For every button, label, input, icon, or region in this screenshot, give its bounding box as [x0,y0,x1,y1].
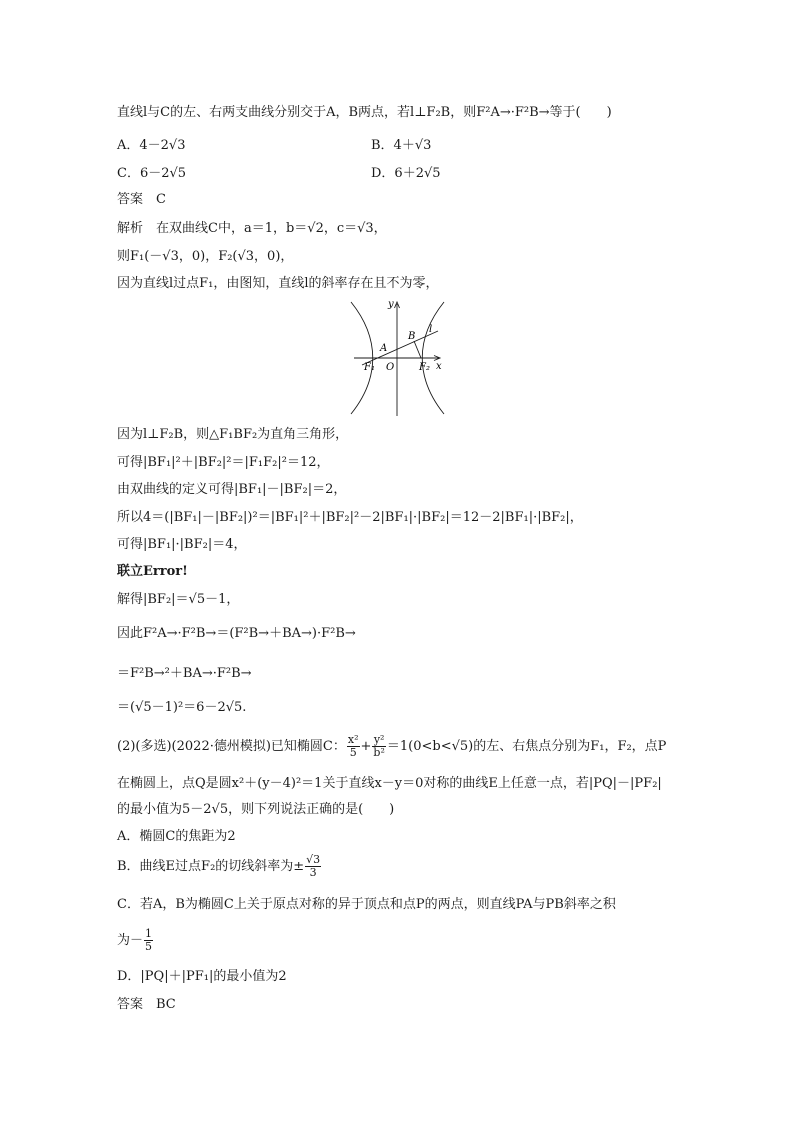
label-y: y [388,299,394,310]
label-b: B [408,331,416,342]
solution-line-11: 因此F²A→·F²B→＝(F²B→＋BA→)·F²B→ [117,626,356,641]
frac-den: 5 [145,940,153,953]
solution-line-13: ＝(√5－1)²＝6－2√5. [117,700,247,715]
frac-num: x² [347,733,359,746]
fraction-1-5 [144,928,153,953]
solution-line-8: 可得|BF₁|·|BF₂|＝4， [117,537,247,552]
label-f2: F₂ [419,362,430,373]
fraction-x2-5 [347,734,360,759]
option-a: A．4－2√3 [117,138,186,153]
solution-line-6: 由双曲线的定义可得|BF₁|－|BF₂|＝2， [117,482,347,497]
option-b: B．4＋√3 [371,138,432,153]
label-l: l [429,324,433,335]
problem-2-line-1: (2)(多选)(2022·德州模拟)已知椭圆C： $\frac{\text{x²}}{5}$ + $\frac{\text{y²}}{\text{b²}}$ ＝1(0<b<√5)的左、右焦点分别为F₁，F₂，点P [117,733,667,759]
solution-line-3: 因为直线l过点F₁，由图知，直线l的斜率存在且不为零， [117,276,439,291]
answer-1: 答案 C [117,192,166,207]
frac-num: √3 [306,853,321,866]
solution-line-10: 解得|BF₂|＝√5－1， [117,592,240,607]
problem-2-line-3: 的最小值为5－2√5，则下列说法正确的是( ) [117,802,395,817]
frac-num: y² [373,733,385,746]
hyperbola-figure [348,298,448,416]
solution-line-12: ＝F²B→²＋BA→·F²B→ [117,666,252,681]
option-c: C．6－2√5 [117,166,187,181]
answer-2: 答案 BC [117,997,176,1012]
problem-2-suffix: ＝1(0<b<√5)的左、右焦点分别为F₁，F₂，点P [386,739,667,754]
option-2-b [117,852,322,882]
option-2-c-line-1: C．若A，B为椭圆C上关于原点对称的异于顶点和点P的两点，则直线PA与PB斜率之积 [117,897,616,912]
option-d: D．6＋2√5 [371,166,441,181]
option-2-c-line-2 [117,926,154,956]
option-2-b-text: B．曲线E过点F₂的切线斜率为± [117,859,305,874]
label-a: A [380,343,388,354]
frac-num: 1 [145,927,153,940]
problem-line-1: 直线l与C的左、右两支曲线分别交于A，B两点，若l⊥F₂B，则F²A→·F²B→等于( ) [117,105,612,120]
frac-den: 5 [349,746,357,759]
option-2-d: D．|PQ|＋|PF₁|的最小值为2 [117,969,287,984]
problem-2-line-2: 在椭圆上，点Q是圆x²＋(y－4)²＝1关于直线x－y＝0对称的曲线E上任意一点，若|PQ|－|PF₂| [117,776,662,791]
label-f1: F₁ [364,362,375,373]
option-2-a: A．椭圆C的焦距为2 [117,829,236,844]
option-2-c-prefix: 为－ [117,933,144,948]
solution-line-5: 可得|BF₁|²＋|BF₂|²＝|F₁F₂|²＝12， [117,455,330,470]
problem-2-prefix: (2)(多选)(2022·德州模拟)已知椭圆C： [117,739,346,754]
solution-line-7: 所以4＝(|BF₁|－|BF₂|)²＝|BF₁|²＋|BF₂|²－2|BF₁|·|BF₂|＝12－2|BF₁|·|BF₂|， [117,510,583,525]
solution-line-4: 因为l⊥F₂B，则△F₁BF₂为直角三角形， [117,427,349,442]
solution-line-1: 解析 在双曲线C中，a＝1，b＝√2，c＝√3， [117,221,387,236]
label-o: O [386,362,395,373]
solution-line-9: 联立Error! [117,564,188,579]
frac-den: 3 [309,866,317,879]
frac-den: b² [373,746,385,759]
solution-line-2: 则F₁(－√3，0)，F₂(√3，0)， [117,249,294,264]
fraction-y2-b2 [372,734,385,759]
label-x: x [436,361,442,372]
fraction-sqrt3-3 [305,854,321,879]
